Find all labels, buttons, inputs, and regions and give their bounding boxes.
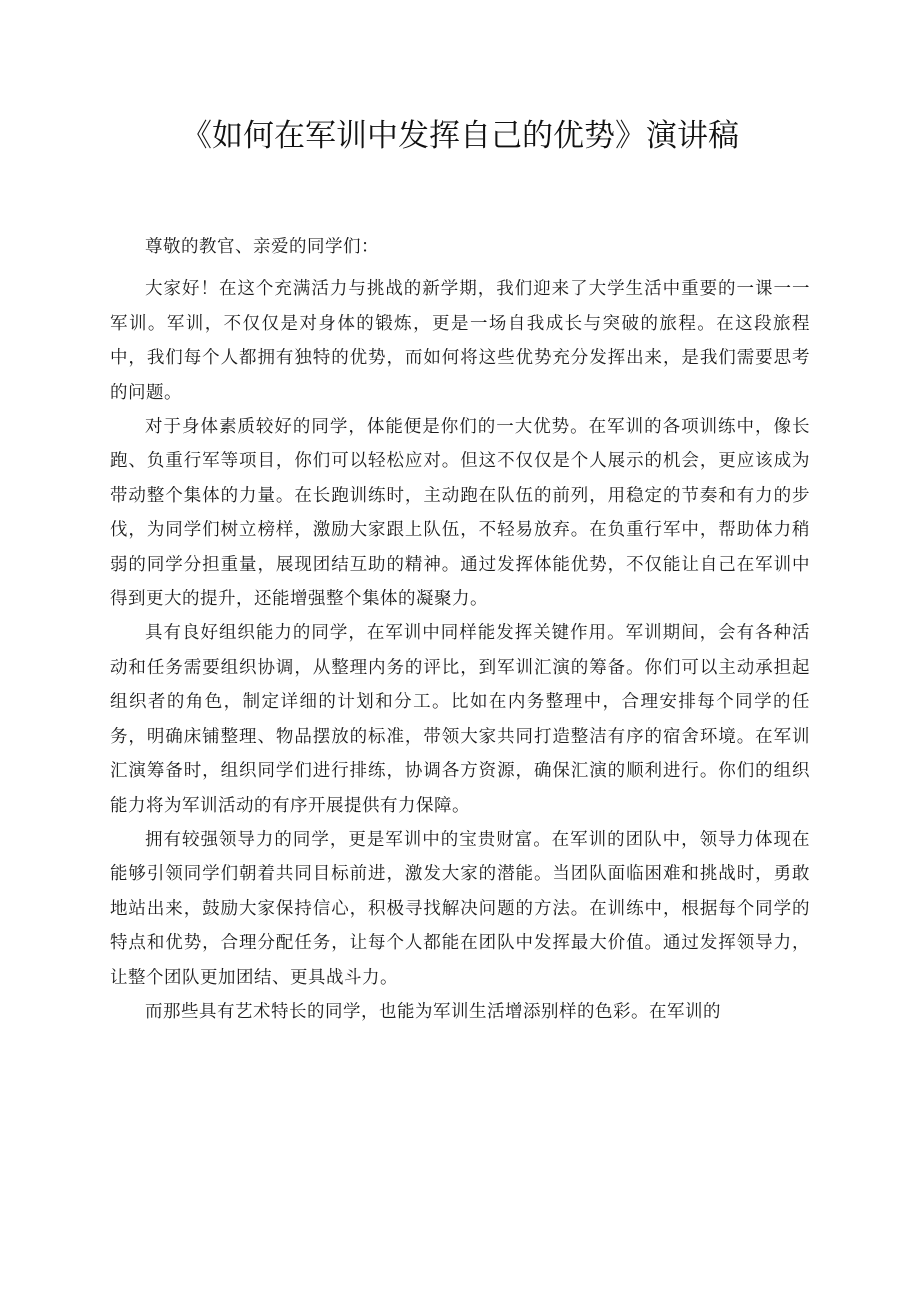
paragraph-greeting: 大家好！在这个充满活力与挑战的新学期，我们迎来了大学生活中重要的一课一一军训。军训，不仅仅是对身体的锻炼，更是一场自我成长与突破的旅程。在这段旅程中，我们每个人都拥有独特的优势，而如何将这些优势充分发挥出来，是我们需要思考的问题。 (110, 279, 810, 403)
paragraph-leadership: 拥有较强领导力的同学，更是军训中的宝贵财富。在军训的团队中，领导力体现在能够引领同学们朝着共同目标前进，激发大家的潜能。当团队面临困难和挑战时，勇敢地站出来，鼓励大家保持信心，积极寻找解决问题的方法。在训练中，根据每个同学的特点和优势，合理分配任务，让每个人都能在团队中发挥最大价值。通过发挥领导力，让整个团队更加团结、更具战斗力。 (110, 829, 810, 988)
document-body (110, 230, 810, 1029)
paragraph-art: 而那些具有艺术特长的同学，也能为军训生活增添别样的色彩。在军训的 (145, 1001, 721, 1022)
paragraph-organization: 具有良好组织能力的同学，在军训中同样能发挥关键作用。军训期间，会有各种活动和任务需要组织协调，从整理内务的评比，到军训汇演的筹备。你们可以主动承担起组织者的角色，制定详细的计划和分工。比如在内务整理中，合理安排每个同学的任务，明确床铺整理、物品摆放的标准，带领大家共同打造整洁有序的宿舍环境。在军训汇演筹备时，组织同学们进行排练，协调各方资源，确保汇演的顺利进行。你们的组织能力将为军训活动的有序开展提供有力保障。 (110, 623, 810, 816)
salutation: 尊敬的教官、亲爱的同学们： (145, 237, 379, 257)
document-title: 《如何在军训中发挥自己的优势》演讲稿 (181, 118, 739, 154)
paragraph-physical-fitness: 对于身体素质较好的同学，体能便是你们的一大优势。在军训的各项训练中，像长跑、负重行军等项目，你们可以轻松应对。但这不仅仅是个人展示的机会，更应该成为带动整个集体的力量。在长跑训练时，主动跑在队伍的前列，用稳定的节奏和有力的步伐，为同学们树立榜样，激励大家跟上队伍，不轻易放弃。在负重行军中，帮助体力稍弱的同学分担重量，展现团结互助的精神。通过发挥体能优势，不仅能让自己在军训中得到更大的提升，还能增强整个集体的凝聚力。 (110, 417, 810, 610)
